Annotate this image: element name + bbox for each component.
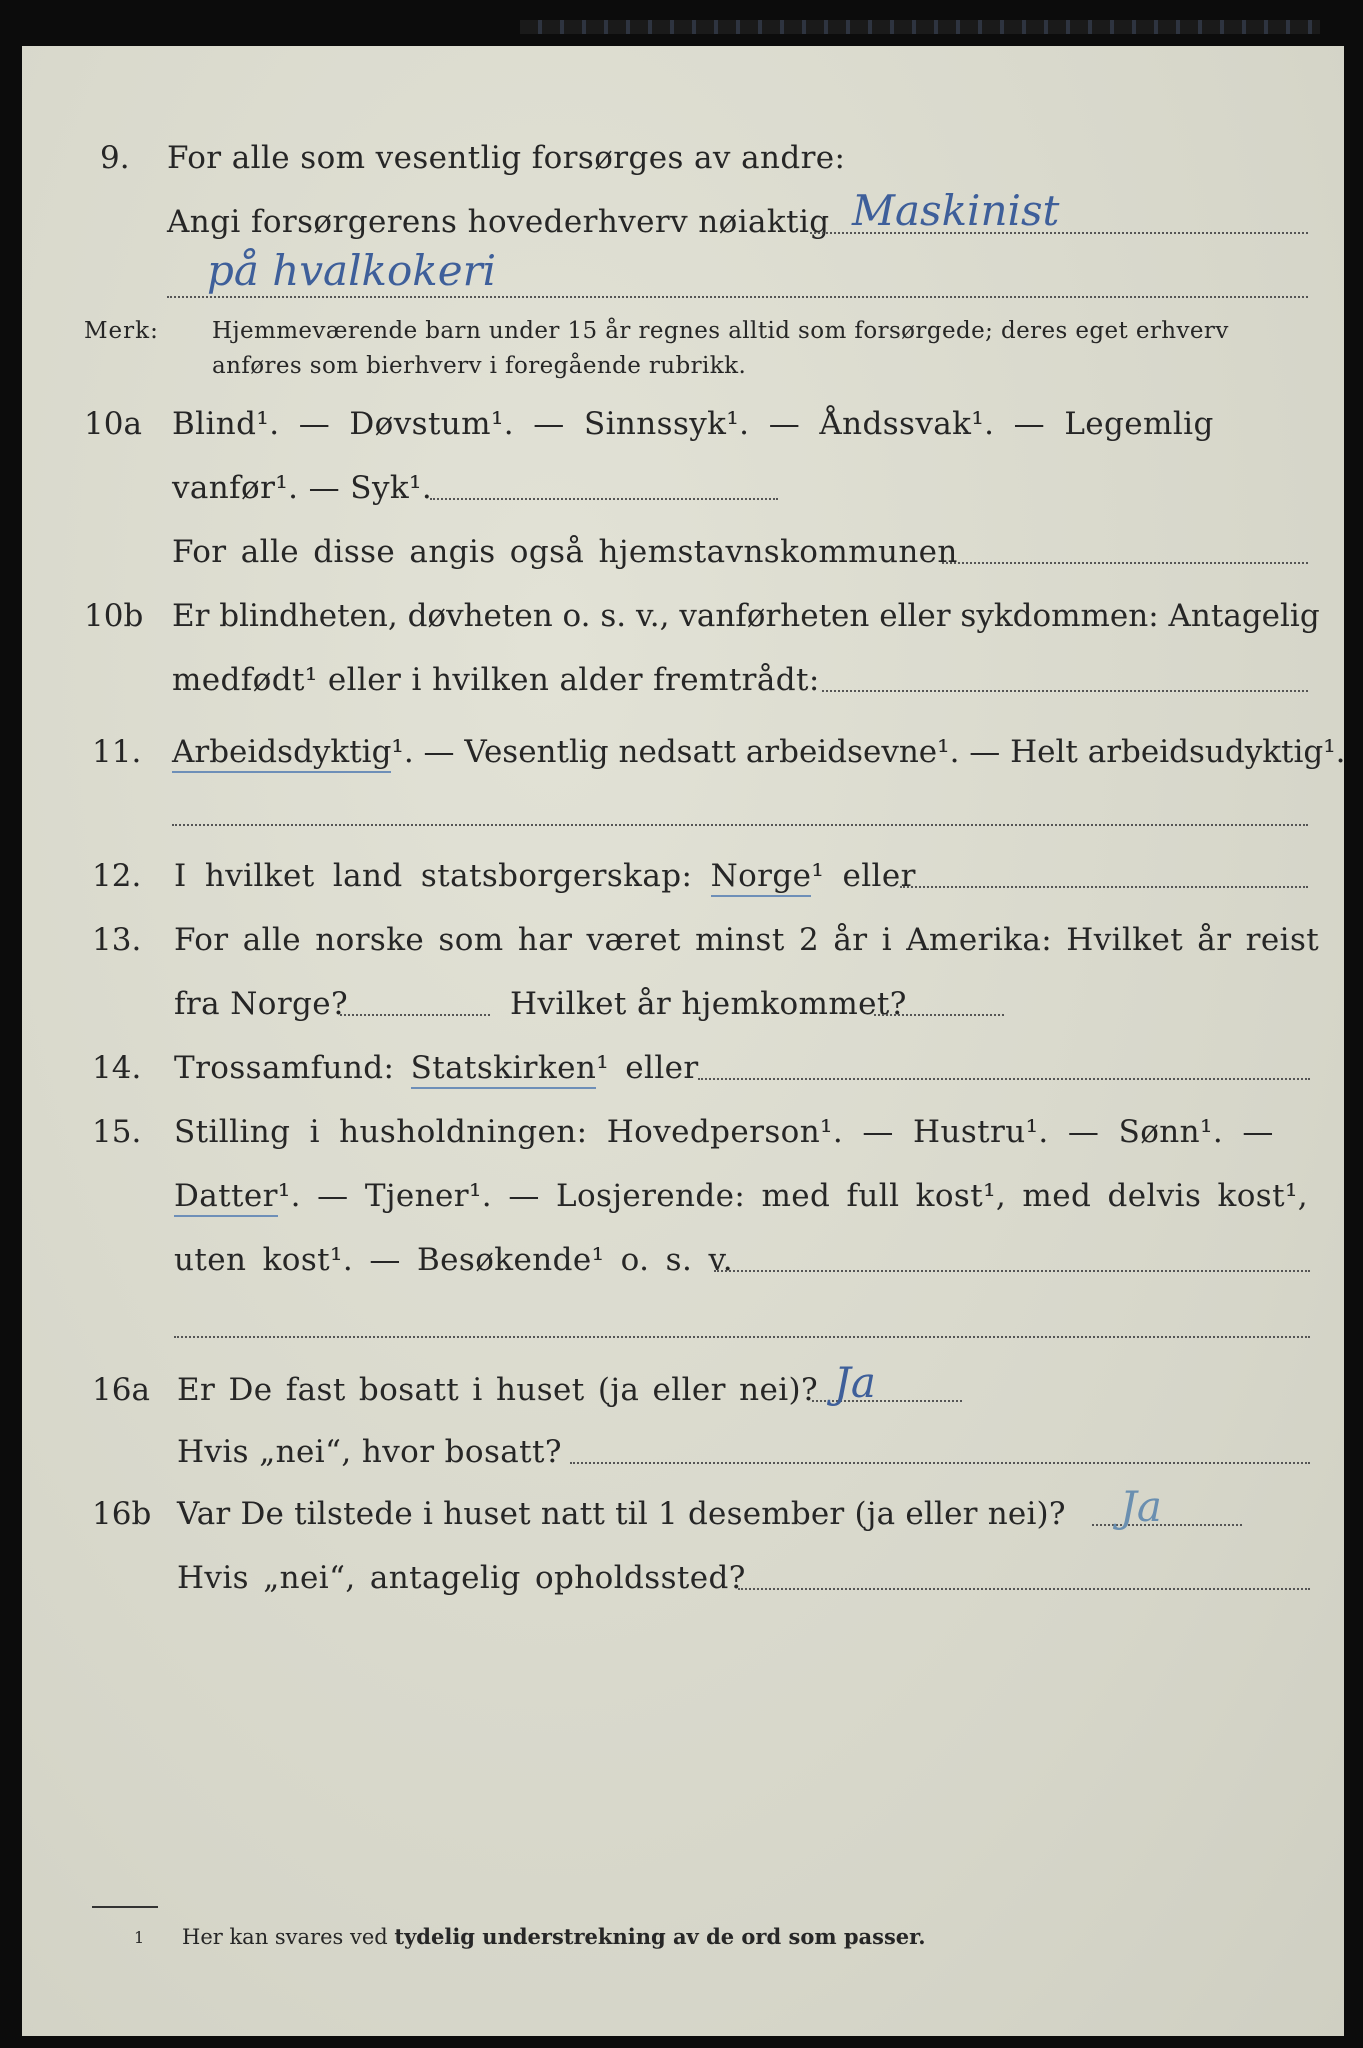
q13-number: 13. xyxy=(92,922,142,958)
q13-line1: For alle norske som har været minst 2 år i Amerika: Hvilket år reist xyxy=(174,922,1320,958)
q14-number: 14. xyxy=(92,1050,142,1086)
q13-hjemkommet-line xyxy=(874,1014,1004,1016)
q13-reist-line xyxy=(340,1014,490,1016)
q16a-answer[interactable]: Ja xyxy=(834,1358,876,1407)
q15-line2 xyxy=(174,1178,1308,1214)
q12-answer-line xyxy=(900,886,1308,888)
q16b-answer[interactable]: Ja xyxy=(1120,1482,1162,1531)
q11-line xyxy=(172,734,1346,770)
q10a-line2: vanfør¹. — Syk¹. xyxy=(172,470,433,506)
census-form-page xyxy=(22,46,1344,2036)
q9-answer-occupation[interactable]: Maskinist xyxy=(852,186,1060,235)
footnote-text xyxy=(182,1924,926,1949)
q10a-kommune-line xyxy=(942,562,1308,564)
q15-answer-line xyxy=(714,1270,1310,1272)
q13-line2b: Hvilket år hjemkommet? xyxy=(510,986,907,1022)
q9-number: 9. xyxy=(100,140,130,176)
q14-answer-line xyxy=(698,1078,1310,1080)
merk-line1: Hjemmeværende barn under 15 år regnes alltid som forsørgede; deres eget erhverv xyxy=(212,318,1229,344)
q15-number: 15. xyxy=(92,1114,142,1150)
q16a-number: 16a xyxy=(92,1372,150,1408)
q10a-number: 10a xyxy=(84,406,142,442)
q16b-line1: Var De tilstede i huset natt til 1 desember (ja eller nei)? xyxy=(177,1496,1066,1532)
q16a-line2: Hvis „nei“, hvor bosatt? xyxy=(177,1434,562,1470)
q10a-syk-line xyxy=(430,498,778,500)
q9-line1: For alle som vesentlig forsørges av andre: xyxy=(167,140,846,176)
q16a-bosatt-line xyxy=(570,1462,1310,1464)
q11-answer-line xyxy=(172,824,1308,826)
top-edge-strip xyxy=(520,20,1320,34)
merk-label: Merk: xyxy=(84,318,159,344)
q10b-number: 10b xyxy=(84,598,144,634)
merk-line2: anføres som bierhverv i foregående rubrikk. xyxy=(212,353,747,379)
q9-answer-workplace[interactable]: på hvalkokeri xyxy=(207,246,497,295)
q10b-line1: Er blindheten, døvheten o. s. v., vanførheten eller sykdommen: Antagelig xyxy=(172,598,1320,634)
q13-line2a: fra Norge? xyxy=(174,986,349,1022)
footnote-mark: 1 xyxy=(134,1928,145,1947)
footnote-bold: tydelig understrekning av de ord som passer. xyxy=(394,1924,926,1949)
q16a-line1: Er De fast bosatt i huset (ja eller nei)? xyxy=(177,1372,819,1408)
q12-underlined-norge[interactable]: Norge xyxy=(711,858,812,897)
q11-underlined-arbeidsdyktig[interactable]: Arbeidsdyktig xyxy=(172,734,391,773)
q10b-line2: medfødt¹ eller i hvilken alder fremtrådt: xyxy=(172,662,820,698)
q16b-answer-line xyxy=(1092,1524,1242,1526)
q12-number: 12. xyxy=(92,858,142,894)
footnote-plain: Her kan svares ved xyxy=(182,1925,388,1949)
q15-underlined-datter[interactable]: Datter xyxy=(174,1178,278,1217)
q10b-alder-line xyxy=(822,690,1308,692)
q14-suffix: ¹ eller xyxy=(596,1050,699,1086)
q14-underlined-statskirken[interactable]: Statskirken xyxy=(411,1050,597,1089)
q11-rest: ¹. — Vesentlig nedsatt arbeidsevne¹. — Helt arbeidsudyktig¹. xyxy=(391,734,1346,770)
q12-suffix: ¹ eller xyxy=(811,858,916,894)
q9-answer-line2 xyxy=(167,296,1308,298)
q16b-line2: Hvis „nei“, antagelig opholdssted? xyxy=(177,1560,746,1596)
q14-line xyxy=(174,1050,699,1086)
q11-number: 11. xyxy=(92,734,142,770)
q12-line xyxy=(174,858,916,894)
q15-answer-line2 xyxy=(174,1336,1310,1338)
q12-prefix: I hvilket land statsborgerskap: xyxy=(174,858,693,894)
q10a-line3: For alle disse angis også hjemstavnskommunen xyxy=(172,534,958,570)
footnote-rule xyxy=(92,1906,158,1908)
q10a-line1: Blind¹. — Døvstum¹. — Sinnssyk¹. — Åndssvak¹. — Legemlig xyxy=(172,406,1214,442)
q15-line2-rest: ¹. — Tjener¹. — Losjerende: med full kost¹, med delvis kost¹, xyxy=(277,1178,1309,1214)
q16b-number: 16b xyxy=(92,1496,152,1532)
q9-line2: Angi forsørgerens hovederhverv nøiaktig xyxy=(167,204,830,240)
q15-line3: uten kost¹. — Besøkende¹ o. s. v. xyxy=(174,1242,733,1278)
q15-line1: Stilling i husholdningen: Hovedperson¹. — Hustru¹. — Sønn¹. — xyxy=(174,1114,1274,1150)
q14-prefix: Trossamfund: xyxy=(174,1050,395,1086)
q16b-opholdssted-line xyxy=(738,1588,1310,1590)
